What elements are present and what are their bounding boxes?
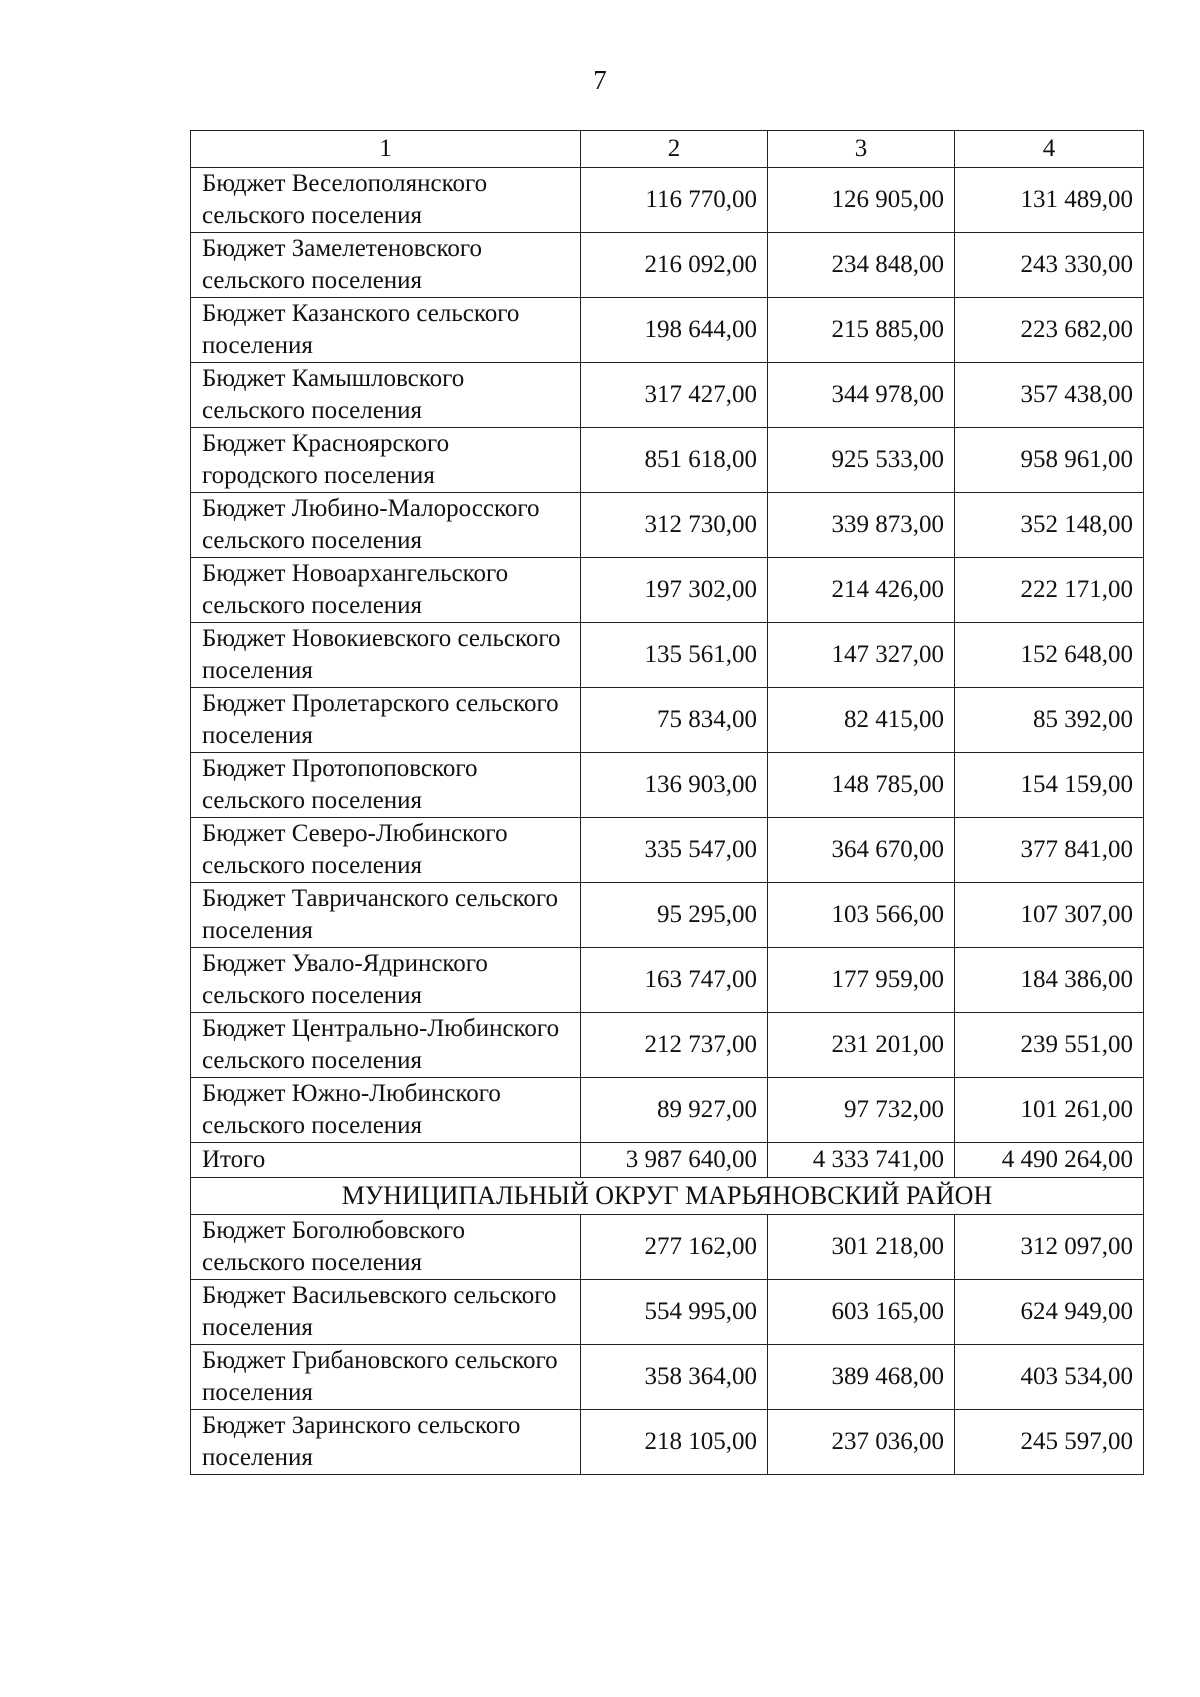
table-row — [191, 558, 1144, 623]
column-header-2: 2 — [581, 131, 768, 168]
row-name-cell: Бюджет Северо-Любинского сельского поселения — [191, 818, 581, 883]
row-name-cell: Бюджет Веселополянского сельского поселения — [191, 168, 581, 233]
row-name-cell: Бюджет Новокиевского сельского поселения — [191, 623, 581, 688]
table-row — [191, 1280, 1144, 1345]
column-header-4: 4 — [955, 131, 1144, 168]
row-name-cell: Бюджет Южно-Любинского сельского поселения — [191, 1078, 581, 1143]
row-name-cell: Бюджет Тавричанского сельского поселения — [191, 883, 581, 948]
section-title: МУНИЦИПАЛЬНЫЙ ОКРУГ МАРЬЯНОВСКИЙ РАЙОН — [191, 1178, 1144, 1215]
table-row — [191, 948, 1144, 1013]
row-name-cell: Бюджет Камышловского сельского поселения — [191, 363, 581, 428]
row-value-col4: 239 551,00 — [955, 1013, 1144, 1078]
row-value-col4: 377 841,00 — [955, 818, 1144, 883]
table-row — [191, 428, 1144, 493]
table-header-row — [191, 131, 1144, 168]
row-value-col2: 851 618,00 — [581, 428, 768, 493]
row-name-cell: Бюджет Пролетарского сельского поселения — [191, 688, 581, 753]
total-value-col2: 3 987 640,00 — [581, 1143, 768, 1178]
table-total-section — [191, 1143, 1144, 1215]
table-row — [191, 688, 1144, 753]
row-name-cell: Бюджет Боголюбовского сельского поселения — [191, 1215, 581, 1280]
row-value-col3: 364 670,00 — [768, 818, 955, 883]
table-row — [191, 1215, 1144, 1280]
row-name-cell: Бюджет Протопоповского сельского поселения — [191, 753, 581, 818]
row-name-cell: Бюджет Грибановского сельского поселения — [191, 1345, 581, 1410]
row-value-col3: 147 327,00 — [768, 623, 955, 688]
table-row — [191, 493, 1144, 558]
total-label: Итого — [191, 1143, 581, 1178]
total-value-col3: 4 333 741,00 — [768, 1143, 955, 1178]
row-value-col2: 277 162,00 — [581, 1215, 768, 1280]
table-row — [191, 168, 1144, 233]
row-value-col3: 237 036,00 — [768, 1410, 955, 1475]
row-value-col3: 231 201,00 — [768, 1013, 955, 1078]
row-value-col4: 152 648,00 — [955, 623, 1144, 688]
row-name-cell: Бюджет Новоархангельского сельского поселения — [191, 558, 581, 623]
row-value-col4: 154 159,00 — [955, 753, 1144, 818]
column-header-3: 3 — [768, 131, 955, 168]
row-value-col4: 245 597,00 — [955, 1410, 1144, 1475]
row-name-cell: Бюджет Замелетеновского сельского поселения — [191, 233, 581, 298]
row-value-col3: 234 848,00 — [768, 233, 955, 298]
row-value-col3: 389 468,00 — [768, 1345, 955, 1410]
row-name-cell: Бюджет Увало-Ядринского сельского поселения — [191, 948, 581, 1013]
table-row — [191, 233, 1144, 298]
row-value-col2: 198 644,00 — [581, 298, 768, 363]
row-value-col3: 301 218,00 — [768, 1215, 955, 1280]
row-name-cell: Бюджет Любино-Малоросского сельского поселения — [191, 493, 581, 558]
row-value-col4: 624 949,00 — [955, 1280, 1144, 1345]
row-value-col2: 75 834,00 — [581, 688, 768, 753]
row-value-col4: 403 534,00 — [955, 1345, 1144, 1410]
row-name-cell: Бюджет Заринского сельского поселения — [191, 1410, 581, 1475]
total-value-col4: 4 490 264,00 — [955, 1143, 1144, 1178]
budget-table — [190, 130, 1144, 1475]
row-value-col2: 554 995,00 — [581, 1280, 768, 1345]
table-body-part1 — [191, 168, 1144, 1143]
row-value-col4: 958 961,00 — [955, 428, 1144, 493]
row-value-col3: 339 873,00 — [768, 493, 955, 558]
row-value-col4: 184 386,00 — [955, 948, 1144, 1013]
table-body-part2 — [191, 1215, 1144, 1475]
row-value-col2: 89 927,00 — [581, 1078, 768, 1143]
row-value-col2: 312 730,00 — [581, 493, 768, 558]
table-row — [191, 883, 1144, 948]
row-value-col2: 358 364,00 — [581, 1345, 768, 1410]
row-value-col3: 103 566,00 — [768, 883, 955, 948]
row-value-col4: 101 261,00 — [955, 1078, 1144, 1143]
total-row — [191, 1143, 1144, 1178]
row-value-col2: 216 092,00 — [581, 233, 768, 298]
row-value-col2: 335 547,00 — [581, 818, 768, 883]
row-value-col3: 126 905,00 — [768, 168, 955, 233]
row-value-col2: 116 770,00 — [581, 168, 768, 233]
row-value-col3: 97 732,00 — [768, 1078, 955, 1143]
row-value-col3: 148 785,00 — [768, 753, 955, 818]
row-value-col2: 135 561,00 — [581, 623, 768, 688]
section-title-row — [191, 1178, 1144, 1215]
table-row — [191, 818, 1144, 883]
row-value-col4: 357 438,00 — [955, 363, 1144, 428]
row-value-col2: 317 427,00 — [581, 363, 768, 428]
row-value-col3: 603 165,00 — [768, 1280, 955, 1345]
row-value-col4: 243 330,00 — [955, 233, 1144, 298]
row-value-col4: 85 392,00 — [955, 688, 1144, 753]
row-value-col3: 214 426,00 — [768, 558, 955, 623]
row-value-col2: 197 302,00 — [581, 558, 768, 623]
row-value-col3: 177 959,00 — [768, 948, 955, 1013]
table-row — [191, 753, 1144, 818]
row-value-col4: 131 489,00 — [955, 168, 1144, 233]
table-row — [191, 298, 1144, 363]
page-number: 7 — [593, 65, 607, 95]
table-row — [191, 1078, 1144, 1143]
row-name-cell: Бюджет Казанского сельского поселения — [191, 298, 581, 363]
row-name-cell: Бюджет Васильевского сельского поселения — [191, 1280, 581, 1345]
table-row — [191, 1013, 1144, 1078]
row-value-col4: 352 148,00 — [955, 493, 1144, 558]
row-name-cell: Бюджет Красноярского городского поселения — [191, 428, 581, 493]
row-value-col4: 312 097,00 — [955, 1215, 1144, 1280]
row-value-col2: 95 295,00 — [581, 883, 768, 948]
table-row — [191, 363, 1144, 428]
table-row — [191, 1410, 1144, 1475]
row-value-col2: 212 737,00 — [581, 1013, 768, 1078]
row-value-col3: 215 885,00 — [768, 298, 955, 363]
row-value-col2: 136 903,00 — [581, 753, 768, 818]
column-header-1: 1 — [191, 131, 581, 168]
row-value-col3: 82 415,00 — [768, 688, 955, 753]
row-value-col3: 344 978,00 — [768, 363, 955, 428]
row-value-col2: 218 105,00 — [581, 1410, 768, 1475]
row-value-col2: 163 747,00 — [581, 948, 768, 1013]
table-row — [191, 623, 1144, 688]
row-value-col3: 925 533,00 — [768, 428, 955, 493]
row-value-col4: 222 171,00 — [955, 558, 1144, 623]
table-row — [191, 1345, 1144, 1410]
row-value-col4: 107 307,00 — [955, 883, 1144, 948]
row-value-col4: 223 682,00 — [955, 298, 1144, 363]
row-name-cell: Бюджет Центрально-Любинского сельского поселения — [191, 1013, 581, 1078]
